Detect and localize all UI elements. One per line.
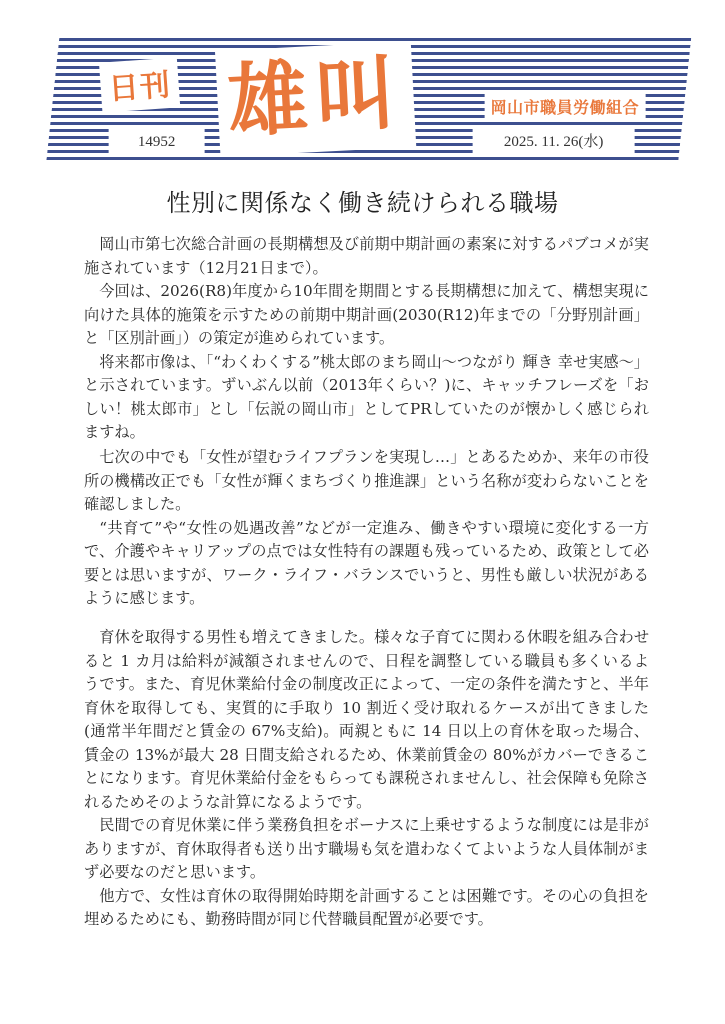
masthead-banner bbox=[46, 38, 691, 164]
union-name-text: 岡山市職員労働組合 bbox=[490, 98, 640, 117]
issue-number: 14952 bbox=[109, 128, 205, 156]
paragraph: 七次の中でも「女性が望むライフプランを実現し…」とあるためか、来年の市役所の機構改正でも「女性が輝くまちづくり推進課」という名称が変わらないことを確認しました。 bbox=[84, 448, 649, 513]
paragraph: “共育て”や“女性の処遇改善”などが一定進み、働きやすい環境に変化する一方で、介護やキャリアップの点では女性特有の課題も残っているため、政策として必要とは思いますが、ワーク・ライフ・バランスでいうと、男性も厳しい状況があるように感じます。 bbox=[84, 518, 649, 607]
paragraph: 民間での育児休業に伴う業務負担をボーナスに上乗せするような制度には是非がありますが、育休取得者も送り出す職場も気を遣わなくてよいような人員体制がまず必要なのだと思います。 bbox=[84, 816, 650, 881]
article-section-2 bbox=[84, 446, 649, 611]
union-name bbox=[485, 94, 646, 119]
issue-date: 2025. 11. 26(水) bbox=[473, 128, 635, 156]
logo-title-text: 雄叫 bbox=[225, 46, 406, 149]
article-section-1 bbox=[84, 233, 649, 445]
paragraph: 岡山市第七次総合計画の長期構想及び前期中期計画の素案に対するパブコメが実施されています（12月21日まで）。 bbox=[84, 235, 649, 277]
paragraph: 将来都市像は、「“わくわくする”桃太郎のまち岡山〜つながり 輝き 幸せ実感〜」と示されています。ずいぶん以前（2013年くらい？)に、キャッチフレーズを「おしい！桃太郎市」とし「伝説の岡山市」としてPRしていたのが懐かしく感じられますね。 bbox=[84, 352, 649, 441]
paragraph: 他方で、女性は育休の取得開始時期を計画することは困難です。その心の負担を埋めるためにも、勤務時間が同じ代替職員配置が必要です。 bbox=[84, 886, 649, 928]
article-section-3 bbox=[84, 626, 649, 932]
logo-title bbox=[215, 41, 416, 157]
logo-daily bbox=[99, 57, 180, 112]
paragraph: 育休を取得する男性も増えてきました。様々な子育てに関わる休暇を組み合わせると 1 カ月は給料が減額されませんので、日程を調整している職員も多くいるようです。また、育児休業給付金の制度改正によって、一定の条件を満たすと、半年育休を取得しても、実質的に手取り 10 割近く受け取れるケースが出てきました(通常半年間だと賃金の 67%支給)。両親ともに 14 日以上の育休を取った場合、賃金の 13%が最大 28 日間支給されるため、休業前賃金の 80%がカバーできることになります。育児休業給付金をもらっても課税されませんし、社会保障も免除されるためそのような計算になるようです。 bbox=[84, 628, 649, 811]
article-headline: 性別に関係なく働き続けられる職場 bbox=[166, 189, 559, 217]
logo-daily-text: 日刊 bbox=[107, 67, 172, 108]
paragraph: 今回は、2026(R8)年度から10年間を期間とする長期構想に加えて、構想実現に向けた具体的施策を示すための前期中期計画(2030(R12)年までの「分野別計画」と「区別計画」）の策定が進められています。 bbox=[84, 282, 649, 347]
